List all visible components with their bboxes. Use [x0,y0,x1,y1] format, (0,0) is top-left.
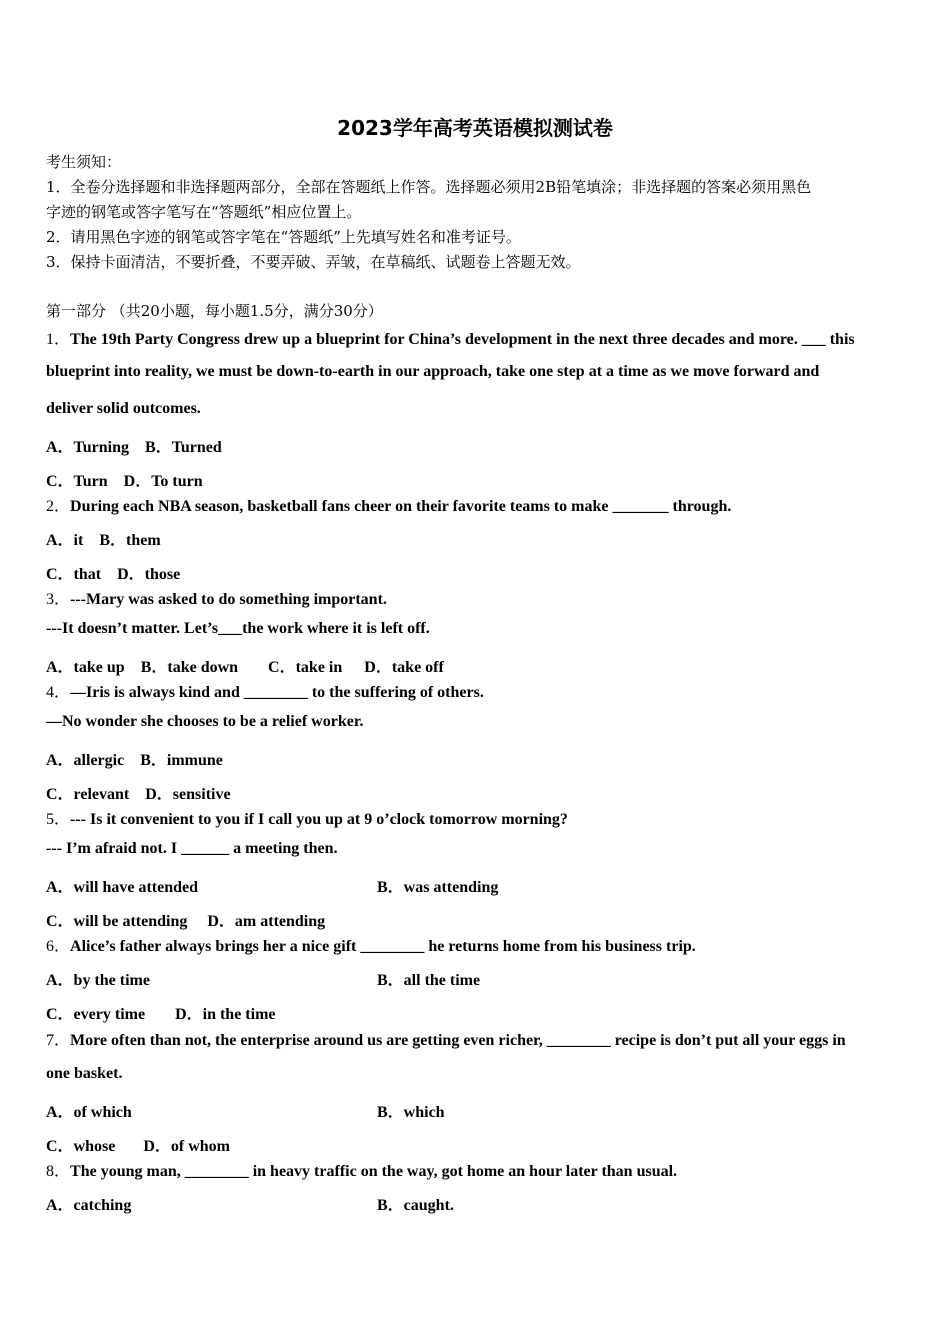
option-c[interactable]: C．Turn [46,473,108,490]
option-a[interactable]: A．catching [46,1197,132,1214]
notice-item: 字迹的钢笔或答字笔写在“答题纸”相应位置上。 [46,203,362,221]
option-b[interactable]: B．all the time [377,972,481,989]
option-b[interactable]: B．which [377,1104,445,1121]
option-d[interactable]: D．of whom [143,1138,231,1155]
option-b[interactable]: B．take down [140,659,239,676]
option-d[interactable]: D．take off [364,659,444,676]
option-row [46,747,223,770]
question-text: --- I’m afraid not. I ______ a meeting then. [46,840,338,857]
option-d[interactable]: D．am attending [207,913,326,930]
question-number: 1． [46,331,71,348]
option-c[interactable]: C．that [46,566,102,583]
question-text: More often than not, the enterprise around us are getting even richer, ________ recipe is don’t put all your eggs in [70,1032,846,1049]
question-7 [46,1027,916,1050]
option-row [46,561,180,584]
question-number: 8． [46,1163,71,1180]
option-a[interactable]: A．take up [46,659,125,676]
question-6 [46,933,916,956]
option-a[interactable]: A．of which [46,1104,132,1121]
notice-item: 1．全卷分选择题和非选择题两部分，全部在答题纸上作答。选择题必须用2B铅笔填涂；非选择题的答案必须用黑色 [46,178,812,196]
option-row [46,468,203,491]
question-4 [46,679,916,702]
option-c[interactable]: C．whose [46,1138,116,1155]
option-row [46,908,325,931]
question-text: The 19th Party Congress drew up a blueprint for China’s development in the next three decades and more. ___ this [70,331,855,348]
question-5 [46,806,916,829]
option-row [46,1133,230,1156]
option-row [46,527,161,550]
option-a[interactable]: A．allergic [46,752,125,769]
question-number: 4． [46,684,71,701]
option-row [46,434,222,457]
section-heading: 第一部分 （共20小题，每小题1.5分，满分30分） [46,302,383,320]
question-number: 3． [46,591,71,608]
option-a[interactable]: A．Turning [46,439,130,456]
notice-item: 2．请用黑色字迹的钢笔或答字笔在“答题纸”上先填写姓名和准考证号。 [46,228,521,246]
question-text: blueprint into reality, we must be down-to-earth in our approach, take one step at a time as we move forward and [46,363,820,380]
question-number: 7． [46,1032,71,1049]
option-b[interactable]: B．Turned [145,439,222,456]
option-row [46,1001,276,1024]
option-row [46,654,444,677]
question-number: 2． [46,498,71,515]
option-a[interactable]: A．it [46,532,84,549]
notice-heading: 考生须知： [46,153,122,171]
option-d[interactable]: D．To turn [123,473,203,490]
question-text: —Iris is always kind and ________ to the suffering of others. [70,684,484,701]
question-text: ---Mary was asked to do something important. [70,591,387,608]
option-c[interactable]: C．will be attending [46,913,188,930]
question-text: —No wonder she chooses to be a relief worker. [46,713,364,730]
option-d[interactable]: D．in the time [175,1006,276,1023]
question-text: one basket. [46,1065,123,1082]
question-text: --- Is it convenient to you if I call you up at 9 o’clock tomorrow morning? [70,811,568,828]
question-3 [46,586,916,609]
question-number: 6． [46,938,71,955]
question-1 [46,326,916,349]
option-c[interactable]: C．relevant [46,786,130,803]
option-b[interactable]: B．was attending [377,879,499,896]
option-b[interactable]: B．caught. [377,1197,454,1214]
option-d[interactable]: D．those [117,566,181,583]
question-2 [46,493,916,516]
option-c[interactable]: C．take in [268,659,343,676]
option-a[interactable]: A．will have attended [46,879,199,896]
option-b[interactable]: B．them [99,532,161,549]
question-text: Alice’s father always brings her a nice gift ________ he returns home from his business trip. [70,938,696,955]
question-8 [46,1158,916,1181]
option-b[interactable]: B．immune [140,752,223,769]
question-text: During each NBA season, basketball fans cheer on their favorite teams to make _______ through. [70,498,732,515]
question-text: deliver solid outcomes. [46,400,201,417]
page-title: 2023学年高考英语模拟测试卷 [337,116,613,140]
question-number: 5． [46,811,71,828]
option-row [46,781,231,804]
question-text: The young man, ________ in heavy traffic on the way, got home an hour later than usual. [70,1163,678,1180]
option-a[interactable]: A．by the time [46,972,150,989]
notice-item: 3．保持卡面清洁，不要折叠，不要弄破、弄皱，在草稿纸、试题卷上答题无效。 [46,253,581,271]
option-d[interactable]: D．sensitive [145,786,231,803]
question-text: ---It doesn’t matter. Let’s___the work where it is left off. [46,620,430,637]
option-c[interactable]: C．every time [46,1006,146,1023]
